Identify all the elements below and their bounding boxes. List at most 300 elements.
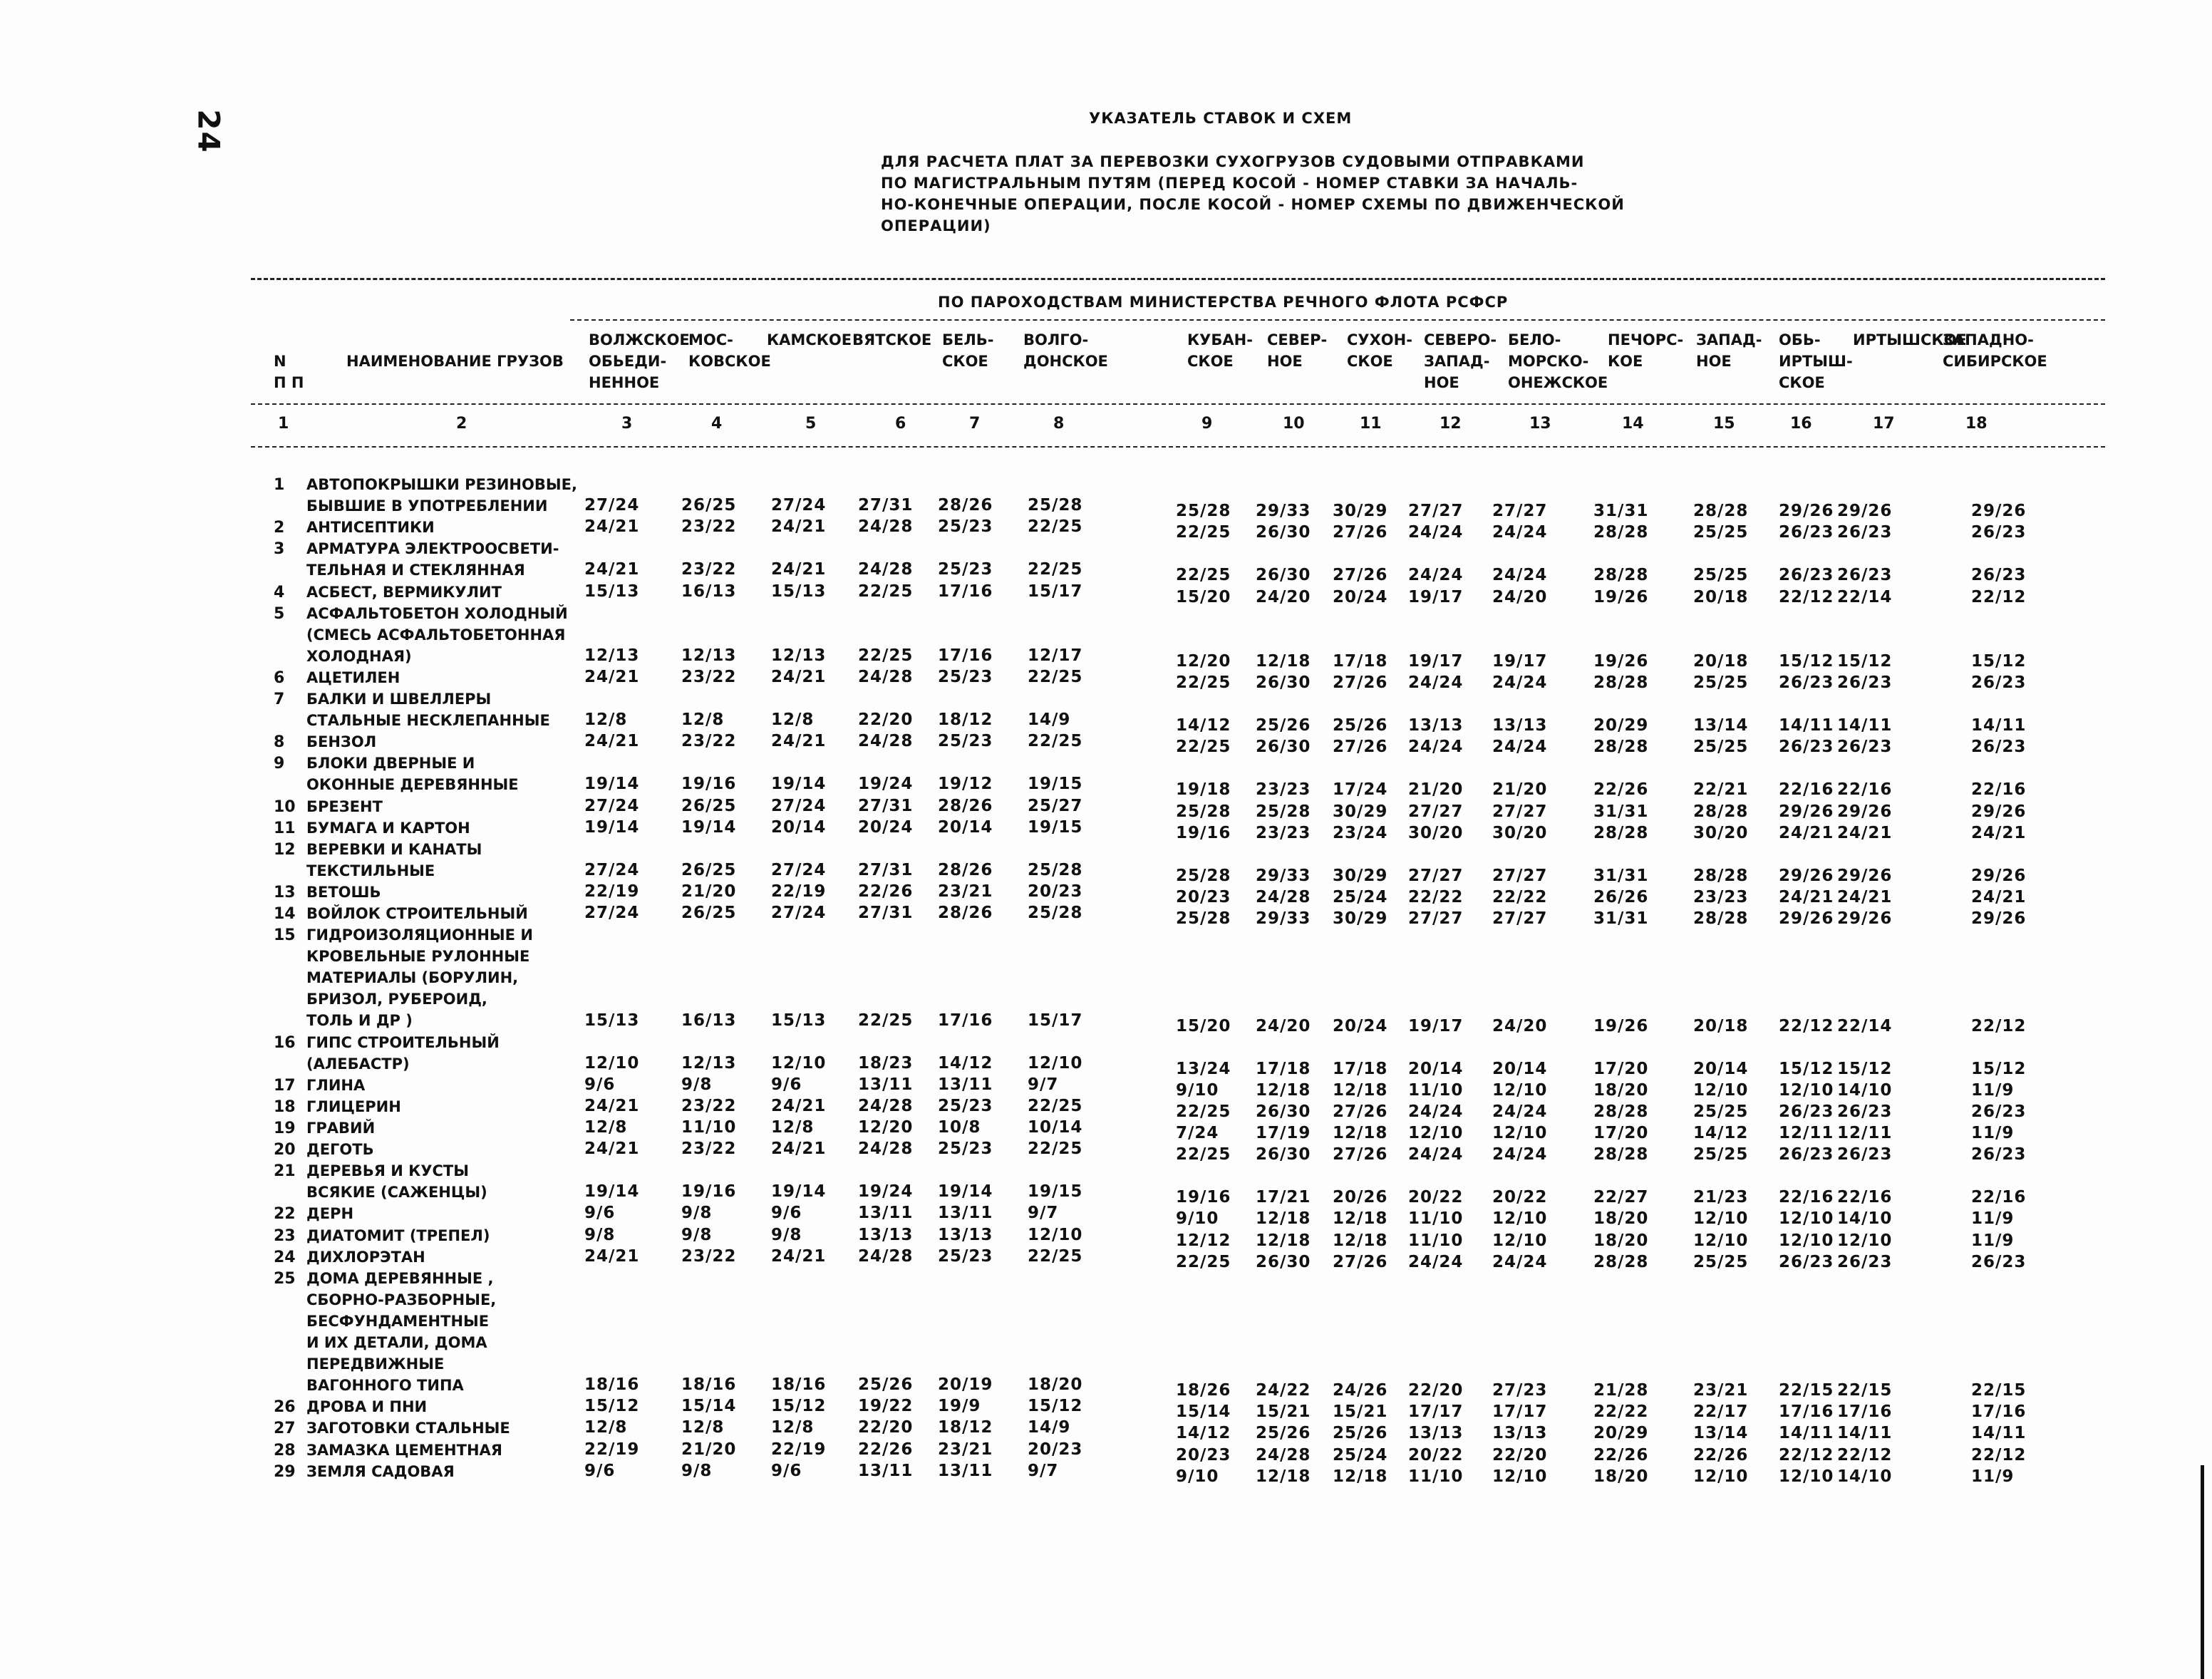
rate-cell: 22/25 <box>1028 1246 1083 1266</box>
rate-cell: 26/25 <box>681 904 737 922</box>
header-bottom-rule <box>251 403 2105 405</box>
rate-cell: 28/28 <box>1593 673 1649 692</box>
rate-cell: 13/11 <box>858 1204 914 1223</box>
rate-cell: 12/20 <box>858 1118 914 1137</box>
rate-cell: 22/26 <box>858 882 914 901</box>
rate-cell: 12/8 <box>584 1118 628 1137</box>
column-number: 11 <box>1360 415 1382 433</box>
cargo-name: БЕНЗОЛ <box>306 733 377 751</box>
rate-cell: 22/12 <box>1971 587 2027 606</box>
rate-cell: 26/30 <box>1256 566 1311 585</box>
rate-cell: 15/13 <box>584 582 640 601</box>
rate-cell: 15/12 <box>1971 1059 2027 1078</box>
rate-cell: 11/9 <box>1971 1124 2015 1142</box>
rate-cell: 20/23 <box>1176 887 1231 906</box>
rate-cell: 22/22 <box>1593 1402 1649 1422</box>
rate-cell: 22/27 <box>1593 1188 1649 1207</box>
rate-cell: 19/26 <box>1593 587 1649 606</box>
rate-cell: 27/26 <box>1333 1252 1388 1271</box>
rate-cell: 30/20 <box>1408 823 1464 842</box>
cargo-name: БРЕЗЕНТ <box>306 797 383 815</box>
rate-cell: 26/23 <box>1779 566 1834 585</box>
rate-cell: 23/22 <box>681 560 737 579</box>
rate-cell: 22/15 <box>1779 1381 1834 1400</box>
rate-cell: 12/10 <box>1492 1124 1548 1142</box>
rate-cell: 19/15 <box>1028 775 1083 794</box>
column-number: 7 <box>969 415 981 433</box>
rate-cell: 11/9 <box>1971 1080 2015 1100</box>
rate-cell: 27/26 <box>1333 738 1388 757</box>
rate-cell: 14/12 <box>1693 1124 1749 1142</box>
rate-cell: 26/25 <box>681 496 737 515</box>
rate-cell: 19/15 <box>1028 1182 1083 1202</box>
rate-cell: 22/14 <box>1837 1016 1893 1035</box>
rate-cell: 9/7 <box>1028 1461 1059 1480</box>
rate-cell: 25/28 <box>1256 802 1311 821</box>
row-number: 24 <box>274 1248 296 1266</box>
rate-cell: 13/11 <box>858 1075 914 1094</box>
rate-cell: 15/13 <box>584 1011 640 1030</box>
rate-cell: 26/23 <box>1971 1145 2027 1164</box>
rate-cell: 24/26 <box>1333 1381 1388 1400</box>
rate-cell: 17/16 <box>1779 1402 1834 1422</box>
rate-cell: 29/26 <box>1837 866 1893 885</box>
rate-cell: 12/17 <box>1028 646 1083 665</box>
rate-cell: 24/21 <box>584 667 640 686</box>
rate-cell: 19/14 <box>681 817 737 837</box>
group-title: ПО ПАРОХОДСТВАМ МИНИСТЕРСТВА РЕЧНОГО ФЛОТА РСФСР <box>938 294 1509 311</box>
rate-cell: 17/24 <box>1333 780 1388 800</box>
rate-cell: 26/23 <box>1971 566 2027 585</box>
row-number: 19 <box>274 1120 296 1137</box>
cargo-name: АЦЕТИЛЕН <box>306 668 400 686</box>
rate-cell: 9/6 <box>584 1461 616 1480</box>
rate-cell: 18/20 <box>1593 1467 1649 1486</box>
rate-cell: 24/21 <box>1837 823 1893 842</box>
rate-cell: 15/17 <box>1028 1011 1083 1030</box>
column-header: БЕЛЬ- СКОЕ <box>942 331 994 370</box>
rate-cell: 17/19 <box>1256 1124 1311 1142</box>
rate-cell: 24/24 <box>1408 1145 1464 1164</box>
rate-cell: 24/28 <box>858 1140 914 1159</box>
rate-cell: 15/12 <box>1837 1059 1893 1078</box>
rate-cell: 26/23 <box>1971 673 2027 692</box>
rate-cell: 24/21 <box>584 517 640 537</box>
rate-cell: 15/17 <box>1028 582 1083 601</box>
rate-cell: 24/21 <box>1837 887 1893 906</box>
rate-cell: 24/28 <box>1256 1445 1311 1464</box>
rate-cell: 16/13 <box>681 1011 737 1030</box>
rate-cell: 24/28 <box>858 667 914 686</box>
rate-cell: 22/25 <box>1028 732 1083 751</box>
rate-cell: 20/18 <box>1693 1016 1749 1035</box>
rate-cell: 12/8 <box>584 711 628 730</box>
rate-cell: 12/12 <box>1176 1231 1231 1250</box>
rate-cell: 17/17 <box>1408 1402 1464 1422</box>
rate-cell: 22/16 <box>1779 780 1834 800</box>
column-header: КУБАН- СКОЕ <box>1187 331 1253 370</box>
rate-cell: 27/24 <box>771 904 827 922</box>
cargo-name: ДЕГОТЬ <box>306 1141 374 1159</box>
rate-cell: 9/10 <box>1176 1080 1219 1100</box>
rate-cell: 26/25 <box>681 860 737 879</box>
rate-cell: 25/25 <box>1693 1102 1749 1121</box>
column-number: 3 <box>621 415 633 433</box>
page-number: 24 <box>191 109 227 154</box>
rate-cell: 15/12 <box>1779 651 1834 671</box>
rate-cell: 21/20 <box>1492 780 1548 800</box>
rate-cell: 14/12 <box>1176 716 1231 735</box>
rate-cell: 25/26 <box>1256 716 1311 735</box>
rate-cell: 19/12 <box>938 775 993 794</box>
column-number: 8 <box>1053 415 1065 433</box>
row-number: 15 <box>274 926 296 945</box>
rate-cell: 17/20 <box>1593 1059 1649 1078</box>
rate-cell: 12/10 <box>1028 1225 1083 1244</box>
cargo-name: ВЕТОШЬ <box>306 883 381 901</box>
rate-cell: 17/18 <box>1333 651 1388 671</box>
rate-cell: 19/14 <box>584 775 640 794</box>
rate-cell: 12/10 <box>1779 1080 1834 1100</box>
rate-cell: 12/10 <box>1693 1209 1749 1229</box>
rate-cell: 29/26 <box>1971 502 2027 521</box>
rate-cell: 27/26 <box>1333 1102 1388 1121</box>
rate-cell: 22/20 <box>858 1418 914 1437</box>
rate-cell: 28/28 <box>1693 866 1749 885</box>
row-number: 27 <box>274 1420 296 1438</box>
rate-cell: 12/10 <box>1028 1053 1083 1073</box>
rate-cell: 21/28 <box>1593 1381 1649 1400</box>
rate-cell: 12/10 <box>1779 1231 1834 1250</box>
rate-cell: 12/8 <box>771 1118 815 1137</box>
rate-cell: 16/13 <box>681 582 737 601</box>
rate-cell: 9/8 <box>681 1461 713 1480</box>
num-column-header: N П П <box>274 353 304 391</box>
rate-cell: 21/20 <box>1408 780 1464 800</box>
rate-cell: 27/24 <box>771 796 827 815</box>
rate-cell: 22/12 <box>1971 1016 2027 1035</box>
rate-cell: 22/25 <box>1028 1140 1083 1159</box>
rate-cell: 20/23 <box>1028 882 1083 901</box>
cargo-name: БЛОКИ ДВЕРНЫЕ И ОКОННЫЕ ДЕРЕВЯННЫЕ <box>306 755 519 794</box>
rate-cell: 9/8 <box>681 1225 713 1244</box>
column-header: БЕЛО- МОРСКО- ОНЕЖСКОЕ <box>1508 331 1608 391</box>
rate-cell: 26/23 <box>1779 1102 1834 1121</box>
rate-cell: 22/25 <box>858 1011 914 1030</box>
rate-cell: 23/22 <box>681 667 737 686</box>
rate-cell: 22/25 <box>1028 560 1083 579</box>
column-header: КАМСКОЕ <box>767 331 852 348</box>
column-number: 1 <box>278 415 289 433</box>
rate-cell: 25/25 <box>1693 673 1749 692</box>
rate-cell: 29/26 <box>1971 909 2027 928</box>
column-number: 10 <box>1283 415 1305 433</box>
rate-cell: 28/28 <box>1593 1145 1649 1164</box>
rate-cell: 26/25 <box>681 796 737 815</box>
rate-cell: 19/14 <box>584 817 640 837</box>
column-header: ВОЛЖСКОЕ ОБЬЕДИ- НЕННОЕ <box>589 331 690 391</box>
rate-cell: 12/10 <box>1779 1467 1834 1486</box>
rate-cell: 18/23 <box>858 1053 914 1073</box>
rate-cell: 24/21 <box>771 1096 827 1115</box>
table-top-rule <box>251 278 2105 280</box>
rate-cell: 23/23 <box>1256 780 1311 800</box>
rate-cell: 22/12 <box>1971 1445 2027 1464</box>
rate-cell: 18/20 <box>1593 1231 1649 1250</box>
rate-cell: 22/16 <box>1779 1188 1834 1207</box>
rate-cell: 24/24 <box>1492 1145 1548 1164</box>
rate-cell: 13/11 <box>938 1204 993 1223</box>
row-number: 9 <box>274 755 285 773</box>
rate-cell: 25/23 <box>938 1140 993 1159</box>
rate-cell: 25/26 <box>1256 1424 1311 1443</box>
rate-cell: 19/26 <box>1593 651 1649 671</box>
rate-cell: 12/18 <box>1256 1080 1311 1100</box>
rate-cell: 15/20 <box>1176 1016 1231 1035</box>
row-number: 3 <box>274 540 285 559</box>
rate-cell: 12/10 <box>771 1053 827 1073</box>
rate-cell: 18/16 <box>584 1375 640 1395</box>
rate-cell: 24/28 <box>858 1246 914 1266</box>
rate-cell: 28/28 <box>1693 909 1749 928</box>
rate-cell: 23/22 <box>681 517 737 537</box>
row-number: 22 <box>274 1205 296 1224</box>
rate-cell: 22/19 <box>771 882 827 901</box>
cargo-name: АСБЕСТ, ВЕРМИКУЛИТ <box>306 583 502 601</box>
rate-cell: 27/31 <box>858 860 914 879</box>
rate-cell: 24/28 <box>858 517 914 537</box>
rate-cell: 29/26 <box>1779 909 1834 928</box>
rate-cell: 22/14 <box>1837 587 1893 606</box>
row-number: 26 <box>274 1398 296 1417</box>
rate-cell: 11/9 <box>1971 1209 2015 1229</box>
rate-cell: 29/26 <box>1971 802 2027 821</box>
rate-cell: 12/20 <box>1176 651 1231 671</box>
rate-cell: 21/20 <box>681 882 737 901</box>
rate-cell: 12/10 <box>1693 1467 1749 1486</box>
rate-cell: 12/13 <box>681 1053 737 1073</box>
column-header: ПЕЧОРС- КОЕ <box>1608 331 1684 370</box>
row-number: 14 <box>274 905 296 923</box>
rate-cell: 31/31 <box>1593 909 1649 928</box>
rate-cell: 22/21 <box>1693 780 1749 800</box>
rate-cell: 12/8 <box>681 1418 725 1437</box>
rate-cell: 15/14 <box>681 1397 737 1416</box>
rate-cell: 11/10 <box>1408 1080 1464 1100</box>
cargo-name: АВТОПОКРЫШКИ РЕЗИНОВЫЕ, БЫВШИЕ В УПОТРЕБЛЕНИИ <box>306 476 577 515</box>
rate-cell: 20/14 <box>1408 1059 1464 1078</box>
rate-cell: 28/28 <box>1593 823 1649 842</box>
rate-cell: 22/12 <box>1779 587 1834 606</box>
rate-cell: 11/10 <box>1408 1231 1464 1250</box>
rate-cell: 12/8 <box>584 1418 628 1437</box>
rate-cell: 27/27 <box>1492 909 1548 928</box>
rate-cell: 23/23 <box>1256 823 1311 842</box>
cargo-name: ДЕРН <box>306 1205 354 1223</box>
column-number: 16 <box>1790 415 1812 433</box>
column-number: 13 <box>1529 415 1551 433</box>
rate-cell: 23/22 <box>681 1246 737 1266</box>
rate-cell: 19/16 <box>681 1182 737 1202</box>
rate-cell: 14/11 <box>1971 716 2027 735</box>
rate-cell: 20/23 <box>1028 1440 1083 1459</box>
rate-cell: 17/18 <box>1333 1059 1388 1078</box>
rate-cell: 26/23 <box>1837 738 1893 757</box>
row-number: 16 <box>274 1033 296 1052</box>
rate-cell: 14/11 <box>1837 716 1893 735</box>
column-number: 14 <box>1622 415 1644 433</box>
rate-cell: 24/24 <box>1492 523 1548 542</box>
rate-cell: 23/22 <box>681 732 737 751</box>
rate-cell: 27/27 <box>1408 909 1464 928</box>
rate-cell: 10/14 <box>1028 1118 1083 1137</box>
rate-cell: 24/24 <box>1492 673 1548 692</box>
rate-cell: 25/23 <box>938 517 993 537</box>
rate-cell: 19/14 <box>771 775 827 794</box>
rate-cell: 28/26 <box>938 860 993 879</box>
rate-cell: 25/28 <box>1176 502 1231 521</box>
row-number: 20 <box>274 1141 296 1159</box>
rate-cell: 12/8 <box>771 711 815 730</box>
rate-cell: 14/9 <box>1028 1418 1071 1437</box>
rate-cell: 9/8 <box>681 1075 713 1094</box>
rate-cell: 18/16 <box>771 1375 827 1395</box>
rate-cell: 20/22 <box>1408 1188 1464 1207</box>
rate-cell: 22/20 <box>1492 1445 1548 1464</box>
rate-cell: 15/13 <box>771 582 827 601</box>
rate-cell: 15/21 <box>1333 1402 1388 1422</box>
rate-cell: 12/10 <box>1492 1209 1548 1229</box>
rate-cell: 12/10 <box>1693 1080 1749 1100</box>
rate-cell: 24/21 <box>771 732 827 751</box>
row-number: 12 <box>274 840 296 859</box>
row-number: 4 <box>274 583 285 601</box>
column-number: 12 <box>1440 415 1462 433</box>
rate-cell: 15/21 <box>1256 1402 1311 1422</box>
rate-cell: 26/23 <box>1971 1252 2027 1271</box>
rate-cell: 22/26 <box>1593 1445 1649 1464</box>
rate-cell: 25/23 <box>938 560 993 579</box>
rate-cell: 27/23 <box>1492 1381 1548 1400</box>
rate-cell: 24/21 <box>771 1246 827 1266</box>
rate-cell: 13/11 <box>938 1075 993 1094</box>
rate-cell: 24/21 <box>584 732 640 751</box>
column-number: 18 <box>1965 415 1988 433</box>
rate-cell: 26/30 <box>1256 1145 1311 1164</box>
rate-cell: 25/24 <box>1333 1445 1388 1464</box>
rate-cell: 22/25 <box>1176 523 1231 542</box>
rate-cell: 25/25 <box>1693 566 1749 585</box>
rate-cell: 22/22 <box>1408 887 1464 906</box>
rate-cell: 28/28 <box>1593 1252 1649 1271</box>
rate-cell: 22/25 <box>1176 1145 1231 1164</box>
row-number: 6 <box>274 668 285 687</box>
rate-cell: 9/6 <box>771 1075 802 1094</box>
row-number: 17 <box>274 1076 296 1095</box>
rate-cell: 22/25 <box>1028 517 1083 537</box>
rate-cell: 11/10 <box>1408 1467 1464 1486</box>
rate-cell: 31/31 <box>1593 502 1649 521</box>
rate-cell: 22/12 <box>1779 1445 1834 1464</box>
rate-cell: 24/21 <box>771 517 827 537</box>
row-number: 13 <box>274 883 296 902</box>
rate-cell: 12/11 <box>1779 1124 1834 1142</box>
rate-cell: 29/26 <box>1779 866 1834 885</box>
rate-cell: 14/9 <box>1028 711 1071 730</box>
row-number: 1 <box>274 476 285 494</box>
row-number: 7 <box>274 691 285 708</box>
row-number: 2 <box>274 519 285 537</box>
rate-cell: 24/24 <box>1492 1252 1548 1271</box>
row-number: 25 <box>274 1269 296 1288</box>
rate-cell: 14/11 <box>1971 1424 2027 1443</box>
rate-cell: 9/7 <box>1028 1204 1059 1223</box>
rate-cell: 26/23 <box>1971 738 2027 757</box>
row-number: 8 <box>274 733 285 752</box>
rate-cell: 24/20 <box>1256 587 1311 606</box>
rate-cell: 27/26 <box>1333 673 1388 692</box>
subtitle-line: ОПЕРАЦИИ) <box>881 217 991 234</box>
rate-cell: 15/12 <box>584 1397 640 1416</box>
rate-cell: 17/18 <box>1256 1059 1311 1078</box>
rate-cell: 13/24 <box>1176 1059 1231 1078</box>
rate-cell: 12/13 <box>584 646 640 665</box>
rate-cell: 11/10 <box>1408 1209 1464 1229</box>
rate-cell: 12/10 <box>1693 1231 1749 1250</box>
rate-cell: 30/20 <box>1492 823 1548 842</box>
cargo-name: ДЕРЕВЬЯ И КУСТЫ ВСЯКИЕ (САЖЕНЦЫ) <box>306 1162 487 1202</box>
cargo-name: АНТИСЕПТИКИ <box>306 519 435 537</box>
column-number: 17 <box>1873 415 1895 433</box>
rate-cell: 24/24 <box>1408 1102 1464 1121</box>
rate-cell: 12/18 <box>1333 1467 1388 1486</box>
rate-cell: 19/17 <box>1492 651 1548 671</box>
rate-cell: 20/14 <box>1492 1059 1548 1078</box>
rate-cell: 19/22 <box>858 1397 914 1416</box>
rate-cell: 22/19 <box>771 1440 827 1459</box>
rate-cell: 28/28 <box>1693 502 1749 521</box>
rate-cell: 15/12 <box>1779 1059 1834 1078</box>
rate-cell: 20/19 <box>938 1375 993 1395</box>
rate-cell: 9/6 <box>584 1204 616 1223</box>
rate-cell: 12/18 <box>1333 1124 1388 1142</box>
rate-cell: 20/18 <box>1693 651 1749 671</box>
rate-cell: 22/15 <box>1837 1381 1893 1400</box>
scan-edge-mark <box>2201 1465 2204 1679</box>
rate-cell: 12/8 <box>771 1418 815 1437</box>
column-number: 5 <box>805 415 817 433</box>
rate-cell: 26/23 <box>1837 673 1893 692</box>
rate-cell: 15/20 <box>1176 587 1231 606</box>
rate-cell: 24/21 <box>771 1140 827 1159</box>
rate-cell: 26/30 <box>1256 1252 1311 1271</box>
rate-cell: 29/26 <box>1779 502 1834 521</box>
rate-cell: 19/14 <box>938 1182 993 1202</box>
rate-cell: 24/24 <box>1408 523 1464 542</box>
rate-cell: 30/29 <box>1333 802 1388 821</box>
rate-cell: 28/28 <box>1593 738 1649 757</box>
rate-cell: 26/23 <box>1971 1102 2027 1121</box>
rate-cell: 17/16 <box>1837 1402 1893 1422</box>
cargo-name: ГРАВИЙ <box>306 1120 376 1137</box>
rate-cell: 24/28 <box>858 1096 914 1115</box>
rate-cell: 22/25 <box>1176 566 1231 585</box>
rate-cell: 13/11 <box>858 1461 914 1480</box>
cargo-name: ЗАГОТОВКИ СТАЛЬНЫЕ <box>306 1420 510 1437</box>
rate-cell: 24/21 <box>1779 887 1834 906</box>
rate-cell: 22/16 <box>1837 780 1893 800</box>
rate-cell: 12/11 <box>1837 1124 1893 1142</box>
